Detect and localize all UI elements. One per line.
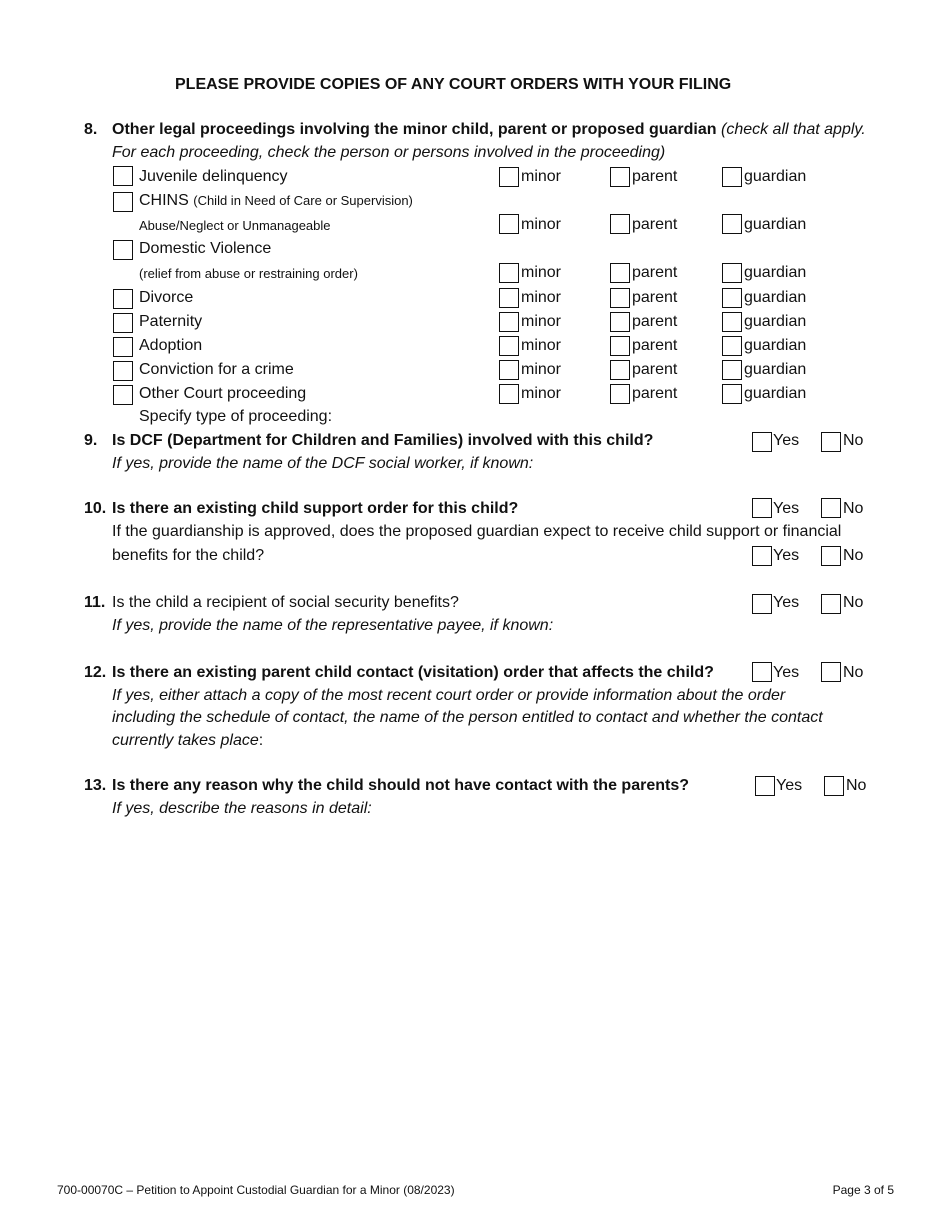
q11-yes-checkbox[interactable] [752, 594, 772, 614]
other-proceeding-label: Other Court proceeding [139, 385, 307, 402]
q12-followup-line2: including the schedule of contact, the name of the person entitled to contact and whether the contact [112, 709, 823, 726]
page-number: Page 3 of 5 [832, 1183, 894, 1197]
q12-followup-line1: If yes, either attach a copy of the most recent court order or provide information about the order [112, 687, 786, 704]
q11-question: Is the child a recipient of social security benefits? [112, 594, 459, 611]
paternity-label: Paternity [139, 313, 203, 330]
chins-minor-label: minor [521, 216, 562, 233]
juvenile-minor-label: minor [521, 168, 562, 185]
dv-guardian-checkbox[interactable] [722, 263, 742, 283]
other-minor-label: minor [521, 385, 562, 402]
chins-guardian-label: guardian [744, 216, 807, 233]
q9-number: 9. [84, 432, 98, 449]
dv-checkbox[interactable] [113, 240, 133, 260]
q10-subquestion-line2: benefits for the child? [112, 547, 265, 564]
q12-number: 12. [84, 664, 107, 681]
juvenile-minor-checkbox[interactable] [499, 167, 519, 187]
dv-parent-label: parent [632, 264, 678, 281]
q10-number: 10. [84, 500, 107, 517]
q9-followup: If yes, provide the name of the DCF social worker, if known: [112, 455, 534, 472]
adoption-parent-label: parent [632, 337, 678, 354]
q10b-yes-label: Yes [773, 547, 800, 564]
q10b-yes-checkbox[interactable] [752, 546, 772, 566]
other-minor-checkbox[interactable] [499, 384, 519, 404]
paternity-minor-checkbox[interactable] [499, 312, 519, 332]
chins-description: (Child in Need of Care or Supervision) [193, 193, 413, 208]
specify-proceeding-label: Specify type of proceeding: [139, 408, 333, 425]
q10-no-checkbox[interactable] [821, 498, 841, 518]
q13-question: Is there any reason why the child should not have contact with the parents? [112, 777, 689, 794]
other-proceeding-checkbox[interactable] [113, 385, 133, 405]
conviction-guardian-label: guardian [744, 361, 807, 378]
q13-yes-label: Yes [776, 777, 803, 794]
divorce-guardian-label: guardian [744, 289, 807, 306]
q10b-no-checkbox[interactable] [821, 546, 841, 566]
q10-question: Is there an existing child support order for this child? [112, 500, 519, 517]
chins-subtitle: Abuse/Neglect or Unmanageable [139, 218, 331, 233]
dv-label: Domestic Violence [139, 240, 272, 257]
chins-minor-checkbox[interactable] [499, 214, 519, 234]
chins-title: CHINS [139, 192, 189, 209]
q10-yes-label: Yes [773, 500, 800, 517]
q9-no-label: No [843, 432, 864, 449]
q8-instruction: For each proceeding, check the person or persons involved in the proceeding) [112, 144, 666, 161]
juvenile-checkbox[interactable] [113, 166, 133, 186]
q9-question: Is DCF (Department for Children and Families) involved with this child? [112, 432, 654, 449]
q11-number [84, 593, 105, 613]
paternity-guardian-label: guardian [744, 313, 807, 330]
adoption-guardian-checkbox[interactable] [722, 336, 742, 356]
dv-subtitle: (relief from abuse or restraining order) [139, 266, 358, 281]
q12-followup-line3-text: currently takes place [112, 732, 259, 749]
dv-guardian-label: guardian [744, 264, 807, 281]
q12-followup-colon: : [258, 732, 264, 749]
q9-yes-checkbox[interactable] [752, 432, 772, 452]
q12-followup-line3 [112, 731, 263, 751]
juvenile-label: Juvenile delinquency [139, 168, 288, 185]
filing-notice: PLEASE PROVIDE COPIES OF ANY COURT ORDERS WITH YOUR FILING [175, 76, 732, 93]
q10b-no-label: No [843, 547, 864, 564]
q10-yes-checkbox[interactable] [752, 498, 772, 518]
chins-parent-label: parent [632, 216, 678, 233]
conviction-guardian-checkbox[interactable] [722, 360, 742, 380]
conviction-checkbox[interactable] [113, 361, 133, 381]
other-parent-label: parent [632, 385, 678, 402]
dv-minor-label: minor [521, 264, 562, 281]
adoption-guardian-label: guardian [744, 337, 807, 354]
paternity-parent-checkbox[interactable] [610, 312, 630, 332]
other-guardian-label: guardian [744, 385, 807, 402]
divorce-parent-label: parent [632, 289, 678, 306]
chins-label [139, 191, 413, 211]
paternity-guardian-checkbox[interactable] [722, 312, 742, 332]
chins-parent-checkbox[interactable] [610, 214, 630, 234]
chins-guardian-checkbox[interactable] [722, 214, 742, 234]
q12-yes-checkbox[interactable] [752, 662, 772, 682]
q13-followup: If yes, describe the reasons in detail: [112, 800, 372, 817]
q8-title: Other legal proceedings involving the minor child, parent or proposed guardian [112, 121, 717, 138]
q8-question [112, 120, 866, 140]
divorce-label: Divorce [139, 289, 194, 306]
dv-parent-checkbox[interactable] [610, 263, 630, 283]
q13-no-checkbox[interactable] [824, 776, 844, 796]
q11-number-text: 11. [84, 594, 106, 611]
other-parent-checkbox[interactable] [610, 384, 630, 404]
q9-yes-label: Yes [773, 432, 800, 449]
conviction-label: Conviction for a crime [139, 361, 294, 378]
conviction-parent-label: parent [632, 361, 678, 378]
divorce-checkbox[interactable] [113, 289, 133, 309]
q11-yes-label: Yes [773, 594, 800, 611]
other-guardian-checkbox[interactable] [722, 384, 742, 404]
chins-checkbox[interactable] [113, 192, 133, 212]
adoption-label: Adoption [139, 337, 203, 354]
divorce-guardian-checkbox[interactable] [722, 288, 742, 308]
paternity-minor-label: minor [521, 313, 562, 330]
divorce-parent-checkbox[interactable] [610, 288, 630, 308]
q10-no-label: No [843, 500, 864, 517]
adoption-minor-label: minor [521, 337, 562, 354]
q13-no-label: No [846, 777, 867, 794]
q11-no-label: No [843, 594, 864, 611]
q12-no-label: No [843, 664, 864, 681]
q10-subquestion-line1: If the guardianship is approved, does the proposed guardian expect to receive child support or financial [112, 523, 842, 540]
juvenile-guardian-label: guardian [744, 168, 807, 185]
q8-note: (check all that apply. [720, 121, 866, 138]
q11-no-checkbox[interactable] [821, 594, 841, 614]
q11-followup: If yes, provide the name of the representative payee, if known: [112, 617, 554, 634]
q12-no-checkbox[interactable] [821, 662, 841, 682]
q13-yes-checkbox[interactable] [755, 776, 775, 796]
conviction-minor-label: minor [521, 361, 562, 378]
paternity-checkbox[interactable] [113, 313, 133, 333]
juvenile-parent-label: parent [632, 168, 678, 185]
conviction-parent-checkbox[interactable] [610, 360, 630, 380]
q8-number: 8. [84, 121, 98, 138]
paternity-parent-label: parent [632, 313, 678, 330]
adoption-parent-checkbox[interactable] [610, 336, 630, 356]
q13-number: 13. [84, 777, 107, 794]
adoption-checkbox[interactable] [113, 337, 133, 357]
divorce-minor-label: minor [521, 289, 562, 306]
adoption-minor-checkbox[interactable] [499, 336, 519, 356]
q12-yes-label: Yes [773, 664, 800, 681]
q9-no-checkbox[interactable] [821, 432, 841, 452]
form-identifier: 700-00070C – Petition to Appoint Custodial Guardian for a Minor (08/2023) [57, 1183, 455, 1197]
conviction-minor-checkbox[interactable] [499, 360, 519, 380]
divorce-minor-checkbox[interactable] [499, 288, 519, 308]
juvenile-parent-checkbox[interactable] [610, 167, 630, 187]
juvenile-guardian-checkbox[interactable] [722, 167, 742, 187]
dv-minor-checkbox[interactable] [499, 263, 519, 283]
q12-question: Is there an existing parent child contact (visitation) order that affects the child? [112, 664, 714, 681]
